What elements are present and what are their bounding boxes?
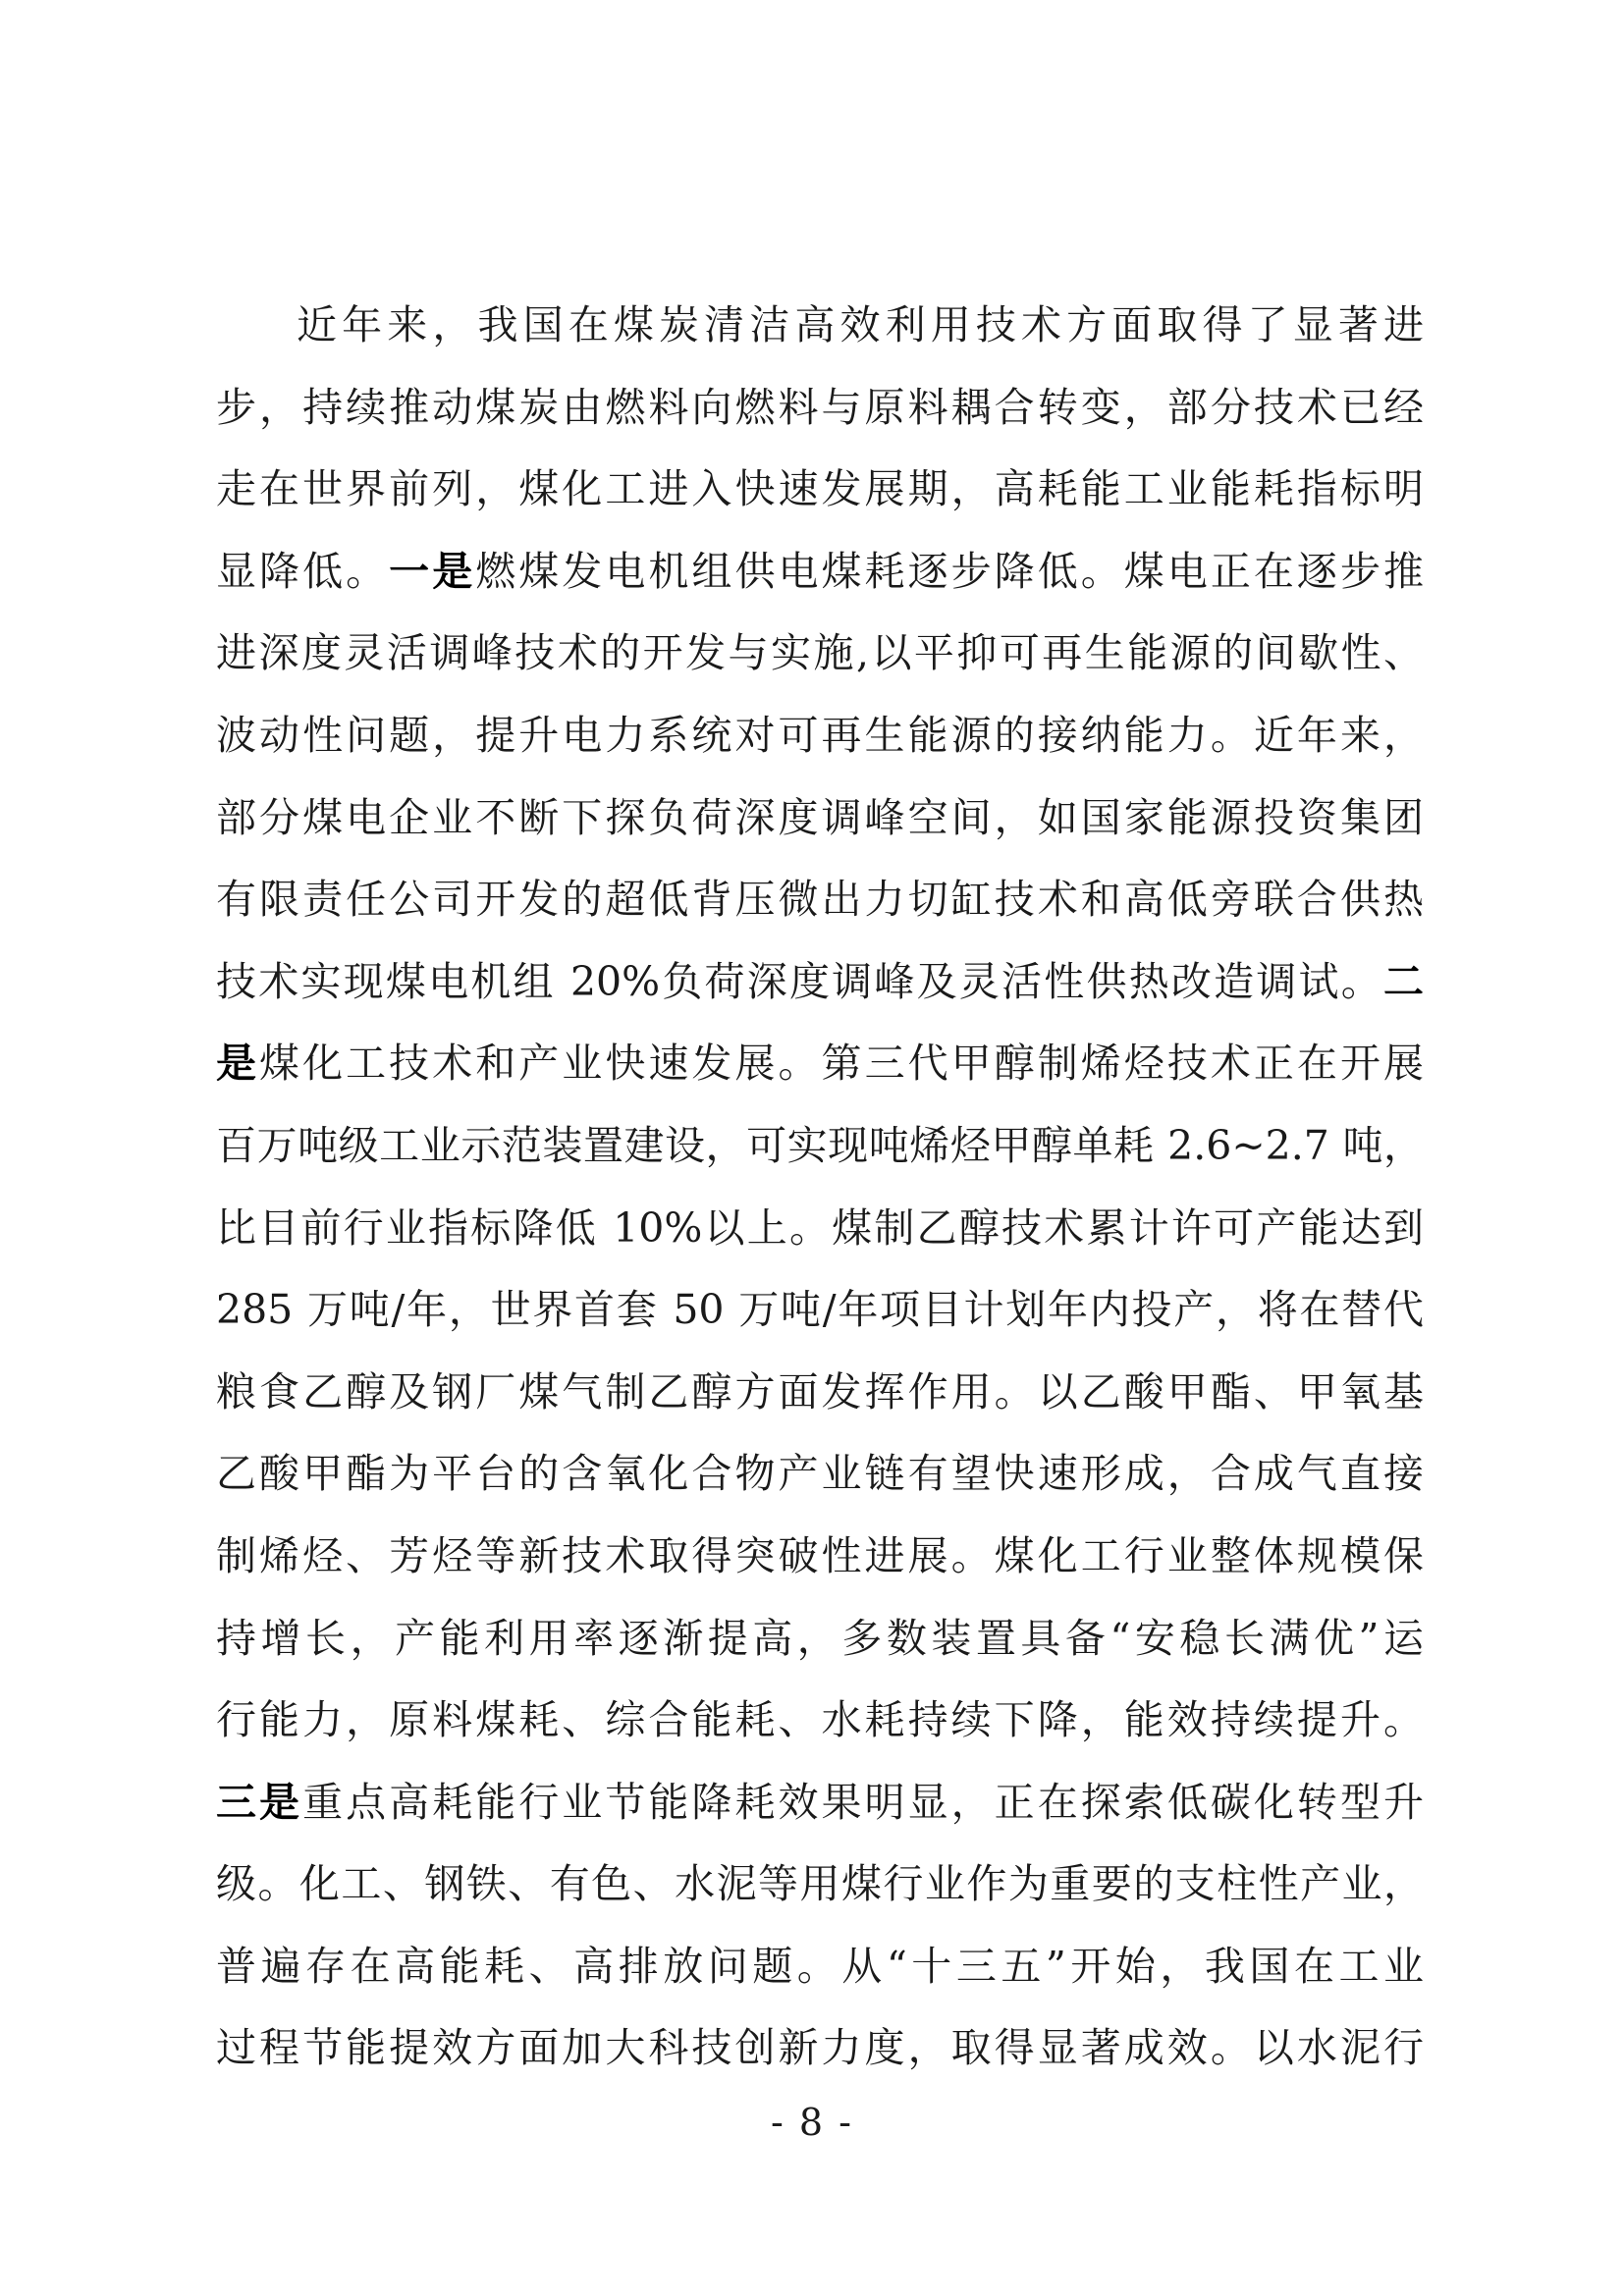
- text-line: [216, 531, 1424, 614]
- text-run: 近年来，我国在煤炭清洁高效利用技术方面取得了显著进: [297, 301, 1424, 348]
- text-run: 持增长，产能利用率逐渐提高，多数装置具备“安稳长满优”运: [216, 1614, 1424, 1662]
- text-line: [216, 1105, 1424, 1188]
- text-run: 煤化工技术和产业快速发展。第三代甲醇制烯烃技术正在开展: [259, 1040, 1425, 1088]
- text-run: 比目前行业指标降低 10%以上。煤制乙醇技术累计许可产能达到: [216, 1203, 1424, 1252]
- text-line: [216, 1023, 1424, 1105]
- text-line: [216, 1516, 1424, 1598]
- text-run: 显降低。: [216, 547, 390, 595]
- text-line: [216, 367, 1424, 450]
- body-paragraph: [216, 285, 1424, 2090]
- text-run: 过程节能提效方面加大科技创新力度，取得显著成效。以水泥行: [216, 2024, 1424, 2072]
- text-run: 百万吨级工业示范装置建设，可实现吨烯烃甲醇单耗 2.6~2.7 吨，: [216, 1121, 1424, 1169]
- text-line: [216, 1762, 1424, 1844]
- text-run: 燃煤发电机组供电煤耗逐步降低。煤电正在逐步推: [475, 547, 1425, 595]
- text-run: 进深度灵活调峰技术的开发与实施,以平抑可再生能源的间歇性、: [216, 629, 1424, 677]
- text-run: 普遍存在高能耗、高排放问题。从“十三五”开始，我国在工业: [216, 1942, 1424, 1990]
- text-line: [216, 613, 1424, 695]
- text-run: 行能力，原料煤耗、综合能耗、水耗持续下降，能效持续提升。: [216, 1696, 1424, 1744]
- text-run: 重点高耗能行业节能降耗效果明显，正在探索低碳化转型升: [302, 1778, 1425, 1826]
- text-run: 粮食乙醇及钢厂煤气制乙醇方面发挥作用。以乙酸甲酯、甲氧基: [216, 1367, 1424, 1415]
- text-run: 波动性问题，提升电力系统对可再生能源的接纳能力。近年来，: [216, 711, 1424, 759]
- text-line: [216, 941, 1424, 1024]
- bold-run: 三是: [216, 1778, 303, 1826]
- text-line: [216, 285, 1424, 367]
- text-run: 步，持续推动煤炭由燃料向燃料与原料耦合转变，部分技术已经: [216, 383, 1424, 431]
- page-number: - 8 -: [770, 2101, 853, 2144]
- text-run: 有限责任公司开发的超低背压微出力切缸技术和高低旁联合供热: [216, 876, 1424, 924]
- text-run: 走在世界前列，煤化工进入快速发展期，高耗能工业能耗指标明: [216, 465, 1424, 513]
- text-line: [216, 1680, 1424, 1762]
- text-run: 技术实现煤电机组 20%负荷深度调峰及灵活性供热改造调试。: [216, 957, 1383, 1005]
- bold-run: 是: [216, 1040, 260, 1088]
- text-line: [216, 449, 1424, 531]
- text-line: [216, 1598, 1424, 1681]
- bold-run: 一是: [389, 547, 476, 595]
- text-run: 285 万吨/年，世界首套 50 万吨/年项目计划年内投产，将在替代: [216, 1286, 1424, 1334]
- text-line: [216, 777, 1424, 860]
- text-line: [216, 2007, 1424, 2090]
- text-run: 制烯烃、芳烃等新技术取得突破性进展。煤化工行业整体规模保: [216, 1531, 1424, 1579]
- text-line: [216, 695, 1424, 777]
- text-line: [216, 1926, 1424, 2008]
- text-line: [216, 1843, 1424, 1926]
- bold-run: 二: [1383, 957, 1424, 1005]
- text-line: [216, 1188, 1424, 1270]
- text-line: [216, 859, 1424, 941]
- text-run: 级。化工、钢铁、有色、水泥等用煤行业作为重要的支柱性产业，: [216, 1860, 1424, 1908]
- text-line: [216, 1352, 1424, 1434]
- text-run: 部分煤电企业不断下探负荷深度调峰空间，如国家能源投资集团: [216, 793, 1424, 841]
- text-line: [216, 1269, 1424, 1352]
- text-run: 乙酸甲酯为平台的含氧化合物产业链有望快速形成，合成气直接: [216, 1450, 1424, 1498]
- text-line: [216, 1433, 1424, 1516]
